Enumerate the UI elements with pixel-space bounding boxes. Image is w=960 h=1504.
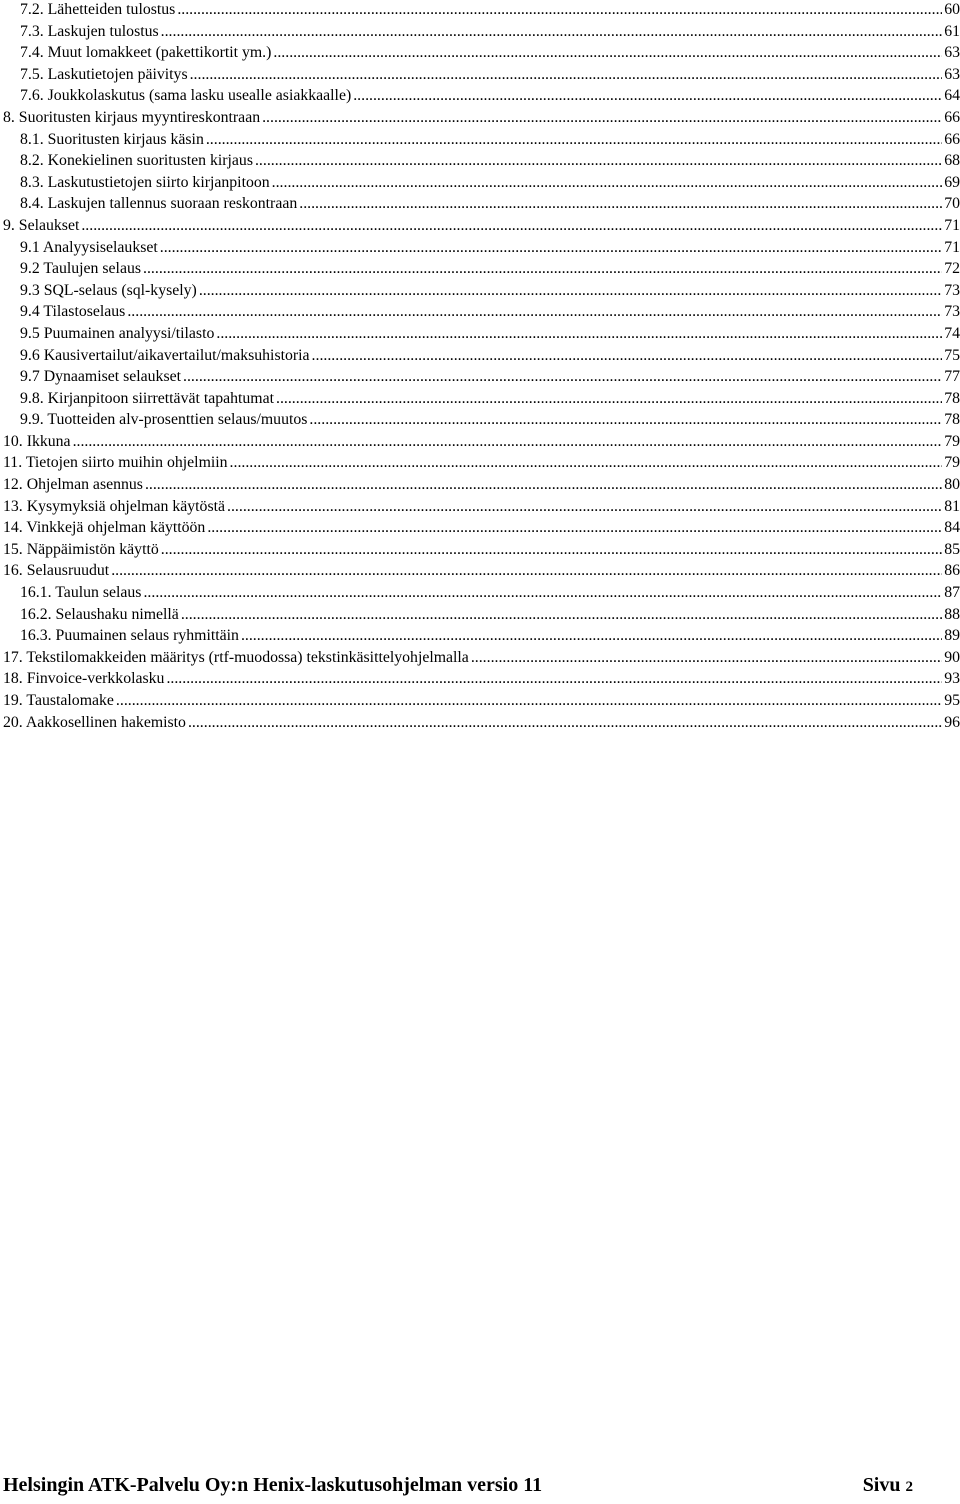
toc-entry[interactable] bbox=[0, 85, 960, 107]
toc-entry[interactable] bbox=[0, 496, 960, 518]
toc-entry-page: 66 bbox=[943, 107, 960, 129]
toc-entry-page: 75 bbox=[943, 345, 960, 367]
table-of-contents bbox=[0, 0, 960, 733]
toc-entry-page: 74 bbox=[943, 323, 960, 345]
toc-entry-page: 71 bbox=[943, 215, 960, 237]
toc-dot-leader bbox=[188, 712, 942, 734]
toc-entry-page: 66 bbox=[943, 129, 960, 151]
toc-entry[interactable] bbox=[0, 172, 960, 194]
toc-entry-page: 77 bbox=[943, 366, 960, 388]
toc-dot-leader bbox=[190, 64, 943, 86]
toc-entry-page: 79 bbox=[943, 452, 960, 474]
toc-entry-title: 9.7 Dynaamiset selaukset bbox=[20, 366, 182, 388]
toc-entry-page: 80 bbox=[943, 474, 960, 496]
toc-entry[interactable] bbox=[0, 129, 960, 151]
toc-entry[interactable] bbox=[0, 107, 960, 129]
toc-entry-title: 10. Ikkuna bbox=[3, 431, 72, 453]
toc-entry-page: 64 bbox=[943, 85, 960, 107]
toc-entry-page: 61 bbox=[943, 21, 960, 43]
toc-entry[interactable] bbox=[0, 193, 960, 215]
toc-dot-leader bbox=[272, 172, 943, 194]
toc-entry-title: 20. Aakkosellinen hakemisto bbox=[3, 712, 187, 734]
toc-entry-page: 73 bbox=[943, 301, 960, 323]
toc-entry-page: 69 bbox=[943, 172, 960, 194]
toc-entry-page: 87 bbox=[943, 582, 960, 604]
toc-entry-title: 7.5. Laskutietojen päivitys bbox=[20, 64, 189, 86]
toc-entry[interactable] bbox=[0, 690, 960, 712]
toc-dot-leader bbox=[262, 107, 942, 129]
toc-entry[interactable] bbox=[0, 647, 960, 669]
toc-entry-title: 7.4. Muut lomakkeet (pakettikortit ym.) bbox=[20, 42, 272, 64]
toc-entry[interactable] bbox=[0, 452, 960, 474]
toc-dot-leader bbox=[81, 215, 942, 237]
toc-entry-page: 68 bbox=[943, 150, 960, 172]
toc-entry-title: 8.3. Laskutustietojen siirto kirjanpitoon bbox=[20, 172, 271, 194]
toc-entry-title: 11. Tietojen siirto muihin ohjelmiin bbox=[3, 452, 229, 474]
toc-entry[interactable] bbox=[0, 625, 960, 647]
toc-entry-page: 72 bbox=[943, 258, 960, 280]
toc-entry-title: 18. Finvoice-verkkolasku bbox=[3, 668, 165, 690]
toc-entry[interactable] bbox=[0, 42, 960, 64]
toc-entry[interactable] bbox=[0, 21, 960, 43]
toc-dot-leader bbox=[177, 0, 942, 21]
toc-dot-leader bbox=[160, 237, 942, 259]
toc-entry[interactable] bbox=[0, 366, 960, 388]
toc-entry-page: 63 bbox=[943, 64, 960, 86]
toc-entry[interactable] bbox=[0, 64, 960, 86]
toc-entry[interactable] bbox=[0, 323, 960, 345]
toc-entry-title: 16. Selausruudut bbox=[3, 560, 110, 582]
toc-dot-leader bbox=[143, 258, 942, 280]
toc-entry[interactable] bbox=[0, 258, 960, 280]
toc-entry-page: 96 bbox=[943, 712, 960, 734]
toc-entry-page: 81 bbox=[943, 496, 960, 518]
toc-dot-leader bbox=[207, 517, 942, 539]
footer-page bbox=[863, 1474, 960, 1497]
toc-entry-title: 7.2. Lähetteiden tulostus bbox=[20, 0, 176, 21]
toc-entry-page: 88 bbox=[943, 604, 960, 626]
toc-dot-leader bbox=[127, 301, 942, 323]
toc-dot-leader bbox=[276, 388, 942, 410]
toc-entry-title: 9. Selaukset bbox=[3, 215, 80, 237]
toc-entry-title: 9.9. Tuotteiden alv-prosenttien selaus/muutos bbox=[20, 409, 308, 431]
toc-entry-page: 79 bbox=[943, 431, 960, 453]
toc-entry-title: 7.3. Laskujen tulostus bbox=[20, 21, 160, 43]
toc-dot-leader bbox=[353, 85, 942, 107]
toc-dot-leader bbox=[255, 150, 942, 172]
toc-dot-leader bbox=[161, 539, 942, 561]
footer-page-number: 2 bbox=[905, 1479, 913, 1495]
toc-entry[interactable] bbox=[0, 517, 960, 539]
toc-entry-title: 9.5 Puumainen analyysi/tilasto bbox=[20, 323, 215, 345]
toc-entry-title: 16.1. Taulun selaus bbox=[20, 582, 142, 604]
toc-entry[interactable] bbox=[0, 388, 960, 410]
toc-entry-title: 9.8. Kirjanpitoon siirrettävät tapahtumat bbox=[20, 388, 275, 410]
toc-dot-leader bbox=[273, 42, 942, 64]
toc-entry-title: 9.6 Kausivertailut/aikavertailut/maksuhistoria bbox=[20, 345, 311, 367]
toc-entry[interactable] bbox=[0, 712, 960, 734]
toc-entry[interactable] bbox=[0, 582, 960, 604]
toc-entry-page: 78 bbox=[943, 409, 960, 431]
toc-entry-page: 70 bbox=[943, 193, 960, 215]
toc-entry[interactable] bbox=[0, 560, 960, 582]
toc-entry-title: 14. Vinkkejä ohjelman käyttöön bbox=[3, 517, 206, 539]
toc-entry[interactable] bbox=[0, 474, 960, 496]
toc-entry-title: 9.4 Tilastoselaus bbox=[20, 301, 126, 323]
toc-entry[interactable] bbox=[0, 668, 960, 690]
footer-title: Helsingin ATK-Palvelu Oy:n Henix-laskutusohjelman versio 11 bbox=[3, 1474, 543, 1496]
toc-entry-title: 12. Ohjelman asennus bbox=[3, 474, 144, 496]
footer-page-word: Sivu bbox=[862, 1474, 901, 1496]
toc-entry[interactable] bbox=[0, 150, 960, 172]
toc-entry-title: 9.1 Analyysiselaukset bbox=[20, 237, 159, 259]
toc-entry[interactable] bbox=[0, 237, 960, 259]
toc-entry-page: 90 bbox=[943, 647, 960, 669]
toc-entry[interactable] bbox=[0, 301, 960, 323]
toc-dot-leader bbox=[299, 193, 942, 215]
toc-entry[interactable] bbox=[0, 280, 960, 302]
toc-dot-leader bbox=[166, 668, 942, 690]
toc-dot-leader bbox=[161, 21, 943, 43]
toc-entry-title: 7.6. Joukkolaskutus (sama lasku usealle asiakkaalle) bbox=[20, 85, 352, 107]
toc-dot-leader bbox=[116, 690, 942, 712]
toc-entry-page: 93 bbox=[943, 668, 960, 690]
toc-dot-leader bbox=[143, 582, 942, 604]
toc-entry[interactable] bbox=[0, 409, 960, 431]
toc-dot-leader bbox=[241, 625, 942, 647]
toc-entry-page: 78 bbox=[943, 388, 960, 410]
page-footer bbox=[0, 1474, 960, 1504]
toc-entry-page: 73 bbox=[943, 280, 960, 302]
toc-dot-leader bbox=[181, 604, 942, 626]
toc-entry-title: 8.2. Konekielinen suoritusten kirjaus bbox=[20, 150, 254, 172]
toc-entry-page: 86 bbox=[943, 560, 960, 582]
toc-entry-title: 17. Tekstilomakkeiden määritys (rtf-muodossa) tekstinkäsittelyohjelmalla bbox=[3, 647, 470, 669]
toc-entry-page: 71 bbox=[943, 237, 960, 259]
toc-entry-title: 9.2 Taulujen selaus bbox=[20, 258, 142, 280]
toc-entry-title: 13. Kysymyksiä ohjelman käytöstä bbox=[3, 496, 226, 518]
toc-dot-leader bbox=[230, 452, 943, 474]
toc-dot-leader bbox=[111, 560, 942, 582]
toc-entry-title: 8.4. Laskujen tallennus suoraan reskontraan bbox=[20, 193, 298, 215]
toc-entry-title: 16.3. Puumainen selaus ryhmittäin bbox=[20, 625, 240, 647]
toc-dot-leader bbox=[312, 345, 943, 367]
toc-dot-leader bbox=[145, 474, 942, 496]
toc-entry-title: 9.3 SQL-selaus (sql-kysely) bbox=[20, 280, 198, 302]
toc-dot-leader bbox=[73, 431, 943, 453]
toc-entry[interactable] bbox=[0, 431, 960, 453]
toc-dot-leader bbox=[206, 129, 942, 151]
toc-entry[interactable] bbox=[0, 345, 960, 367]
toc-entry[interactable] bbox=[0, 604, 960, 626]
toc-entry-page: 84 bbox=[943, 517, 960, 539]
toc-entry-page: 60 bbox=[943, 0, 960, 21]
toc-dot-leader bbox=[183, 366, 942, 388]
toc-entry-title: 8.1. Suoritusten kirjaus käsin bbox=[20, 129, 205, 151]
toc-dot-leader bbox=[216, 323, 942, 345]
toc-entry-title: 15. Näppäimistön käyttö bbox=[3, 539, 160, 561]
toc-entry-page: 89 bbox=[943, 625, 960, 647]
toc-entry[interactable] bbox=[0, 539, 960, 561]
toc-entry-page: 85 bbox=[943, 539, 960, 561]
toc-dot-leader bbox=[227, 496, 942, 518]
toc-entry-page: 63 bbox=[943, 42, 960, 64]
toc-entry-title: 8. Suoritusten kirjaus myyntireskontraan bbox=[3, 107, 261, 129]
toc-entry[interactable] bbox=[0, 0, 960, 21]
toc-entry[interactable] bbox=[0, 215, 960, 237]
toc-entry-title: 16.2. Selaushaku nimellä bbox=[20, 604, 180, 626]
toc-dot-leader bbox=[309, 409, 942, 431]
toc-entry-title: 19. Taustalomake bbox=[3, 690, 115, 712]
toc-entry-page: 95 bbox=[943, 690, 960, 712]
toc-dot-leader bbox=[199, 280, 942, 302]
toc-dot-leader bbox=[471, 647, 942, 669]
